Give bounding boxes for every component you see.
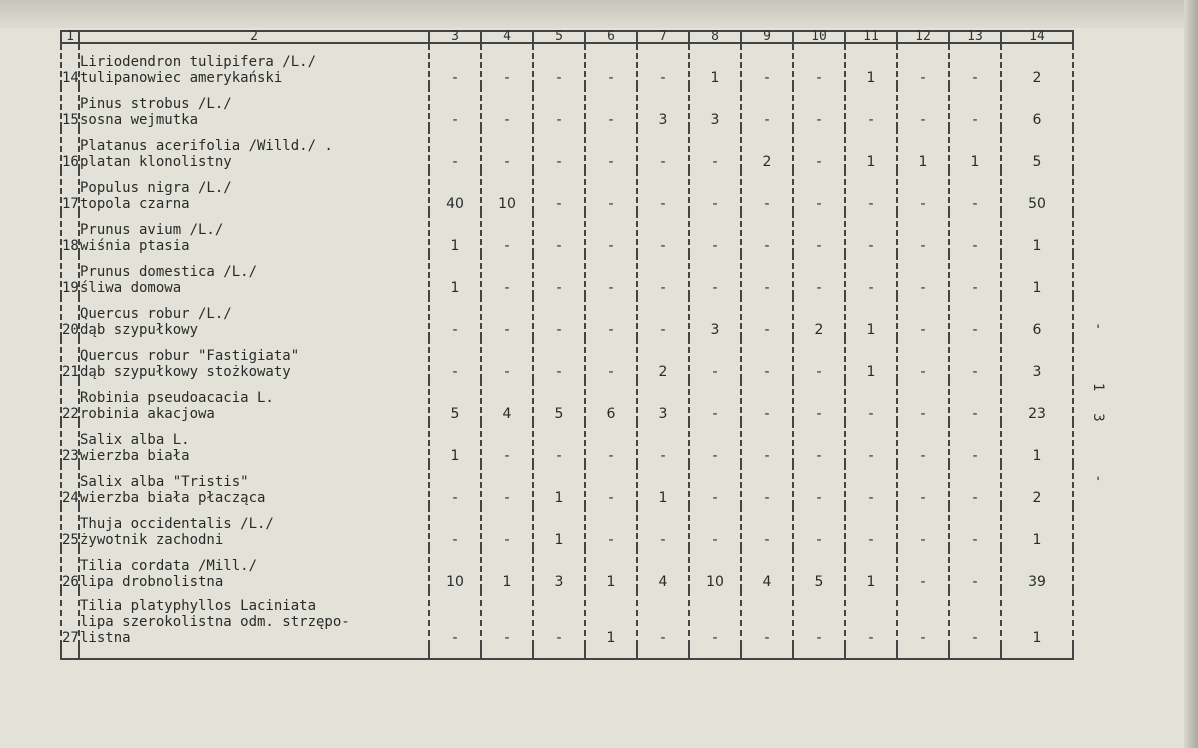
- count-cell: -: [845, 86, 897, 128]
- count-cell: -: [429, 296, 481, 338]
- count-cell: -: [429, 86, 481, 128]
- count-cell: -: [897, 422, 949, 464]
- row-number: 22: [61, 380, 79, 422]
- latin-name: Salix alba L.: [80, 432, 190, 448]
- empty-cell: [741, 646, 793, 659]
- total-cell: 2: [1001, 464, 1073, 506]
- count-cell: -: [741, 43, 793, 86]
- count-cell: -: [429, 506, 481, 548]
- polish-name: lipa drobnolistna: [80, 574, 224, 590]
- table-row: [61, 422, 1073, 464]
- table-row: [61, 590, 1073, 646]
- page-top-shadow: [0, 0, 1198, 28]
- count-cell: -: [637, 43, 689, 86]
- total-cell: 6: [1001, 296, 1073, 338]
- count-cell: 1: [897, 128, 949, 170]
- column-number: 13: [949, 31, 1001, 43]
- count-cell: -: [845, 464, 897, 506]
- count-cell: -: [949, 380, 1001, 422]
- column-number: 5: [533, 31, 585, 43]
- count-cell: 1: [845, 338, 897, 380]
- count-cell: 1: [533, 506, 585, 548]
- count-cell: -: [741, 590, 793, 646]
- count-cell: -: [481, 86, 533, 128]
- count-cell: -: [429, 128, 481, 170]
- column-number: 1: [61, 31, 79, 43]
- count-cell: -: [429, 338, 481, 380]
- count-cell: -: [897, 212, 949, 254]
- count-cell: -: [949, 548, 1001, 590]
- count-cell: -: [897, 380, 949, 422]
- count-cell: 4: [741, 548, 793, 590]
- column-number: 6: [585, 31, 637, 43]
- count-cell: -: [637, 422, 689, 464]
- count-cell: -: [481, 590, 533, 646]
- count-cell: -: [637, 170, 689, 212]
- count-cell: -: [585, 506, 637, 548]
- count-cell: -: [689, 464, 741, 506]
- count-cell: -: [845, 212, 897, 254]
- table-row: [61, 43, 1073, 86]
- count-cell: -: [637, 296, 689, 338]
- total-cell: 1: [1001, 212, 1073, 254]
- count-cell: -: [741, 254, 793, 296]
- count-cell: -: [533, 212, 585, 254]
- column-number: 12: [897, 31, 949, 43]
- count-cell: -: [689, 422, 741, 464]
- column-number: 8: [689, 31, 741, 43]
- count-cell: -: [429, 590, 481, 646]
- empty-cell: [793, 646, 845, 659]
- count-cell: 3: [637, 380, 689, 422]
- table-row: [61, 212, 1073, 254]
- count-cell: -: [481, 296, 533, 338]
- count-cell: -: [637, 506, 689, 548]
- total-cell: 50: [1001, 170, 1073, 212]
- count-cell: -: [949, 464, 1001, 506]
- count-cell: -: [897, 338, 949, 380]
- row-number: 14: [61, 43, 79, 86]
- count-cell: -: [949, 254, 1001, 296]
- count-cell: -: [585, 422, 637, 464]
- polish-name: lipa szerokolistna odm. strzępo-: [80, 614, 350, 630]
- count-cell: -: [689, 128, 741, 170]
- count-cell: -: [533, 170, 585, 212]
- species-name-cell: [79, 464, 429, 506]
- count-cell: -: [741, 506, 793, 548]
- row-number: 21: [61, 338, 79, 380]
- species-name-cell: [79, 422, 429, 464]
- count-cell: -: [689, 338, 741, 380]
- count-cell: -: [845, 506, 897, 548]
- count-cell: -: [637, 254, 689, 296]
- count-cell: 1: [429, 422, 481, 464]
- species-name-cell: [79, 43, 429, 86]
- total-cell: 1: [1001, 506, 1073, 548]
- count-cell: -: [949, 296, 1001, 338]
- count-cell: -: [481, 422, 533, 464]
- polish-name: śliwa domowa: [80, 280, 182, 296]
- polish-name-continued: listna: [80, 630, 131, 646]
- count-cell: -: [741, 380, 793, 422]
- row-number: 23: [61, 422, 79, 464]
- count-cell: -: [741, 464, 793, 506]
- polish-name: robinia akacjowa: [80, 406, 215, 422]
- count-cell: -: [845, 590, 897, 646]
- empty-cell: [689, 646, 741, 659]
- empty-cell: [585, 646, 637, 659]
- count-cell: 5: [793, 548, 845, 590]
- column-number: 4: [481, 31, 533, 43]
- table-row: [61, 296, 1073, 338]
- count-cell: 4: [637, 548, 689, 590]
- table-row: [61, 254, 1073, 296]
- polish-name: platan klonolistny: [80, 154, 232, 170]
- count-cell: -: [481, 43, 533, 86]
- count-cell: 6: [585, 380, 637, 422]
- count-cell: -: [793, 422, 845, 464]
- latin-name: Salix alba "Tristis": [80, 474, 249, 490]
- count-cell: -: [897, 548, 949, 590]
- total-cell: 5: [1001, 128, 1073, 170]
- polish-name: wierzba biała: [80, 448, 190, 464]
- count-cell: 1: [689, 43, 741, 86]
- total-cell: 1: [1001, 254, 1073, 296]
- count-cell: 4: [481, 380, 533, 422]
- count-cell: -: [793, 212, 845, 254]
- species-name-cell: [79, 212, 429, 254]
- count-cell: 3: [689, 296, 741, 338]
- count-cell: -: [897, 506, 949, 548]
- latin-name: Tilia cordata /Mill./: [80, 558, 258, 574]
- row-number: 16: [61, 128, 79, 170]
- latin-name: Prunus avium /L./: [80, 222, 224, 238]
- latin-name: Thuja occidentalis /L./: [80, 516, 274, 532]
- count-cell: 1: [533, 464, 585, 506]
- count-cell: -: [585, 86, 637, 128]
- table-row: [61, 548, 1073, 590]
- count-cell: -: [585, 338, 637, 380]
- count-cell: 1: [585, 548, 637, 590]
- count-cell: 1: [429, 212, 481, 254]
- count-cell: 2: [793, 296, 845, 338]
- empty-cell: [897, 646, 949, 659]
- count-cell: -: [741, 170, 793, 212]
- count-cell: -: [637, 212, 689, 254]
- count-cell: -: [949, 86, 1001, 128]
- count-cell: 1: [845, 296, 897, 338]
- page-number: - 13 -: [1090, 322, 1106, 505]
- count-cell: 3: [533, 548, 585, 590]
- count-cell: -: [949, 170, 1001, 212]
- species-name-cell: [79, 170, 429, 212]
- count-cell: -: [793, 506, 845, 548]
- species-name-cell: [79, 380, 429, 422]
- count-cell: 1: [949, 128, 1001, 170]
- polish-name: topola czarna: [80, 196, 190, 212]
- count-cell: -: [793, 86, 845, 128]
- column-number: 2: [79, 31, 429, 43]
- count-cell: -: [637, 590, 689, 646]
- latin-name: Quercus robur /L./: [80, 306, 232, 322]
- latin-name: Liriodendron tulipifera /L./: [80, 54, 317, 70]
- count-cell: -: [741, 296, 793, 338]
- count-cell: 10: [689, 548, 741, 590]
- table-row: [61, 128, 1073, 170]
- latin-name: Robinia pseudoacacia L.: [80, 390, 274, 406]
- total-cell: 39: [1001, 548, 1073, 590]
- row-number: 19: [61, 254, 79, 296]
- count-cell: 3: [637, 86, 689, 128]
- count-cell: 1: [845, 548, 897, 590]
- count-cell: -: [481, 128, 533, 170]
- count-cell: -: [689, 212, 741, 254]
- latin-name: Populus nigra /L./: [80, 180, 232, 196]
- empty-cell: [79, 646, 429, 659]
- count-cell: -: [949, 338, 1001, 380]
- empty-cell: [637, 646, 689, 659]
- polish-name: dąb szypułkowy stożkowaty: [80, 364, 291, 380]
- count-cell: -: [429, 43, 481, 86]
- count-cell: -: [585, 464, 637, 506]
- count-cell: -: [481, 212, 533, 254]
- empty-cell: [429, 646, 481, 659]
- count-cell: -: [949, 422, 1001, 464]
- row-number: 24: [61, 464, 79, 506]
- count-cell: -: [793, 464, 845, 506]
- species-name-cell: [79, 590, 429, 646]
- count-cell: -: [637, 128, 689, 170]
- column-number: 7: [637, 31, 689, 43]
- count-cell: 3: [689, 86, 741, 128]
- count-cell: -: [793, 254, 845, 296]
- count-cell: 1: [845, 128, 897, 170]
- count-cell: -: [689, 254, 741, 296]
- count-cell: 10: [481, 170, 533, 212]
- empty-cell: [61, 646, 79, 659]
- count-cell: -: [741, 212, 793, 254]
- count-cell: -: [533, 296, 585, 338]
- count-cell: -: [949, 506, 1001, 548]
- polish-name: wiśnia ptasia: [80, 238, 190, 254]
- count-cell: -: [949, 590, 1001, 646]
- total-cell: 23: [1001, 380, 1073, 422]
- table-row: [61, 506, 1073, 548]
- empty-cell: [481, 646, 533, 659]
- latin-name: Pinus strobus /L./: [80, 96, 232, 112]
- total-cell: 6: [1001, 86, 1073, 128]
- count-cell: -: [429, 464, 481, 506]
- count-cell: -: [533, 86, 585, 128]
- row-number: 17: [61, 170, 79, 212]
- count-cell: -: [741, 422, 793, 464]
- count-cell: 5: [429, 380, 481, 422]
- count-cell: -: [845, 380, 897, 422]
- polish-name: żywotnik zachodni: [80, 532, 224, 548]
- count-cell: 1: [845, 43, 897, 86]
- count-cell: -: [481, 464, 533, 506]
- count-cell: -: [533, 422, 585, 464]
- latin-name: Quercus robur "Fastigiata": [80, 348, 300, 364]
- empty-cell: [1001, 646, 1073, 659]
- count-cell: -: [585, 296, 637, 338]
- count-cell: -: [793, 338, 845, 380]
- species-name-cell: [79, 128, 429, 170]
- column-number: 14: [1001, 31, 1073, 43]
- count-cell: -: [949, 43, 1001, 86]
- tree-inventory-table: [60, 30, 1074, 660]
- count-cell: -: [897, 170, 949, 212]
- polish-name: tulipanowiec amerykański: [80, 70, 283, 86]
- count-cell: -: [585, 254, 637, 296]
- table-bottom-border: [61, 646, 1073, 659]
- count-cell: -: [793, 128, 845, 170]
- count-cell: 2: [637, 338, 689, 380]
- species-name-cell: [79, 254, 429, 296]
- total-cell: 2: [1001, 43, 1073, 86]
- count-cell: 5: [533, 380, 585, 422]
- count-cell: 2: [741, 128, 793, 170]
- species-name-cell: [79, 296, 429, 338]
- page-right-edge: [1184, 0, 1198, 748]
- column-number: 10: [793, 31, 845, 43]
- count-cell: -: [793, 170, 845, 212]
- count-cell: -: [481, 506, 533, 548]
- column-number: 3: [429, 31, 481, 43]
- total-cell: 3: [1001, 338, 1073, 380]
- count-cell: -: [585, 43, 637, 86]
- count-cell: 1: [637, 464, 689, 506]
- table-row: [61, 338, 1073, 380]
- count-cell: -: [481, 254, 533, 296]
- row-number: 20: [61, 296, 79, 338]
- species-name-cell: [79, 548, 429, 590]
- polish-name: sosna wejmutka: [80, 112, 199, 128]
- count-cell: -: [897, 590, 949, 646]
- column-number-header: [61, 31, 1073, 43]
- count-cell: 1: [585, 590, 637, 646]
- count-cell: -: [585, 170, 637, 212]
- count-cell: -: [689, 380, 741, 422]
- table-row: [61, 86, 1073, 128]
- count-cell: -: [741, 338, 793, 380]
- count-cell: -: [689, 506, 741, 548]
- count-cell: -: [897, 464, 949, 506]
- total-cell: 1: [1001, 590, 1073, 646]
- count-cell: -: [949, 212, 1001, 254]
- count-cell: 1: [429, 254, 481, 296]
- row-number: 18: [61, 212, 79, 254]
- row-number: 27: [61, 590, 79, 646]
- column-number: 11: [845, 31, 897, 43]
- empty-cell: [845, 646, 897, 659]
- count-cell: -: [897, 254, 949, 296]
- count-cell: -: [897, 43, 949, 86]
- count-cell: 1: [481, 548, 533, 590]
- count-cell: -: [793, 590, 845, 646]
- count-cell: -: [533, 254, 585, 296]
- count-cell: -: [533, 338, 585, 380]
- count-cell: -: [533, 128, 585, 170]
- count-cell: -: [793, 43, 845, 86]
- empty-cell: [533, 646, 585, 659]
- table-row: [61, 464, 1073, 506]
- species-name-cell: [79, 338, 429, 380]
- polish-name: wierzba biała płacząca: [80, 490, 266, 506]
- polish-name: dąb szypułkowy: [80, 322, 199, 338]
- empty-cell: [949, 646, 1001, 659]
- latin-name: Prunus domestica /L./: [80, 264, 258, 280]
- count-cell: -: [741, 86, 793, 128]
- count-cell: -: [585, 212, 637, 254]
- count-cell: 40: [429, 170, 481, 212]
- count-cell: -: [845, 254, 897, 296]
- count-cell: -: [585, 128, 637, 170]
- count-cell: -: [689, 590, 741, 646]
- count-cell: -: [793, 380, 845, 422]
- species-name-cell: [79, 506, 429, 548]
- latin-name: Tilia platyphyllos Laciniata: [80, 598, 317, 614]
- row-number: 25: [61, 506, 79, 548]
- row-number: 15: [61, 86, 79, 128]
- table-row: [61, 380, 1073, 422]
- count-cell: -: [897, 296, 949, 338]
- column-number: 9: [741, 31, 793, 43]
- count-cell: -: [533, 43, 585, 86]
- count-cell: -: [897, 86, 949, 128]
- count-cell: 10: [429, 548, 481, 590]
- count-cell: -: [481, 338, 533, 380]
- count-cell: -: [689, 170, 741, 212]
- total-cell: 1: [1001, 422, 1073, 464]
- count-cell: -: [845, 170, 897, 212]
- count-cell: -: [533, 590, 585, 646]
- row-number: 26: [61, 548, 79, 590]
- count-cell: -: [845, 422, 897, 464]
- table-row: [61, 170, 1073, 212]
- species-name-cell: [79, 86, 429, 128]
- latin-name: Platanus acerifolia /Willd./ .: [80, 138, 333, 154]
